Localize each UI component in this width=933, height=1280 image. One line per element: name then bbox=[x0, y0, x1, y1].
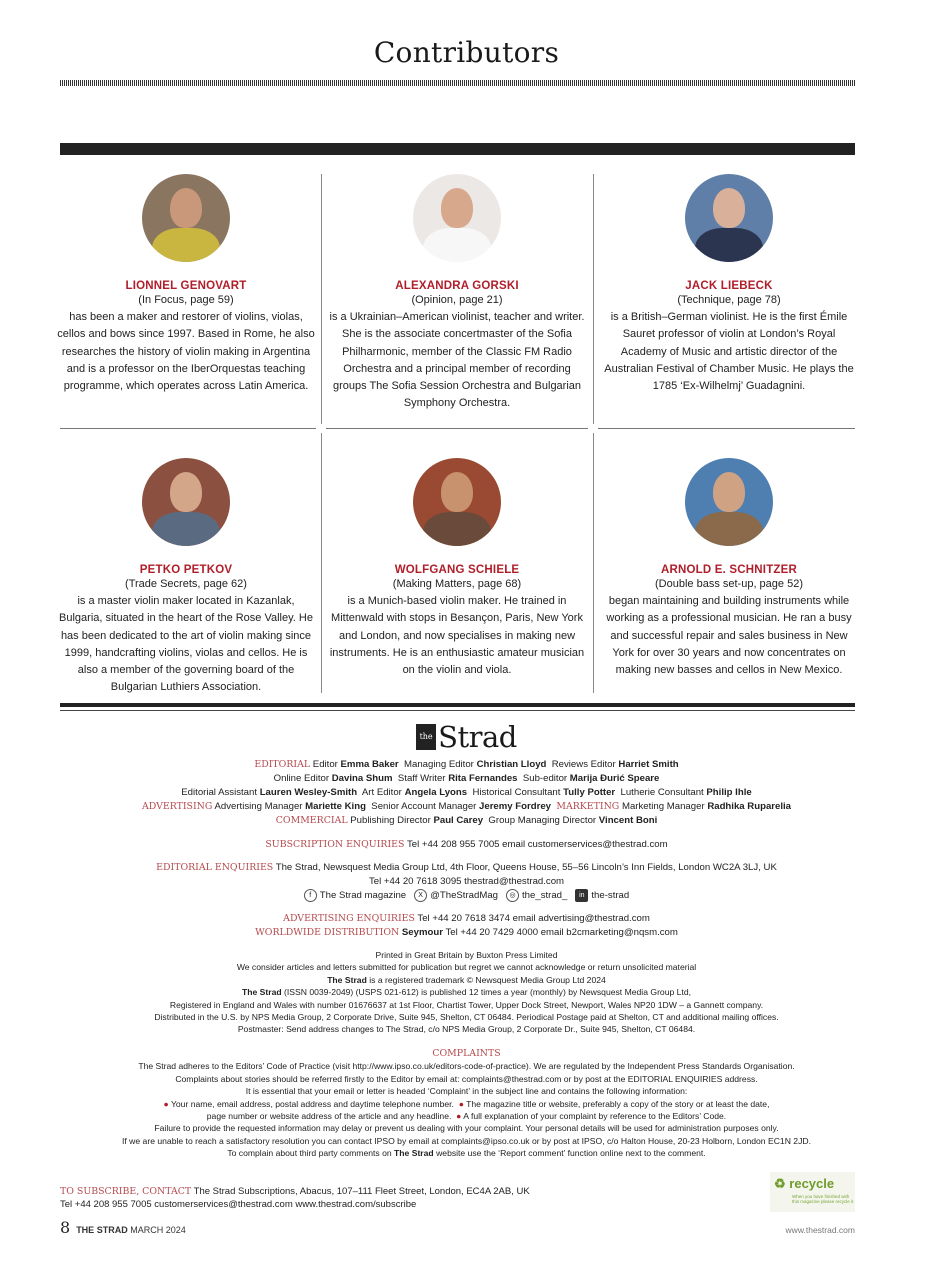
avatar bbox=[142, 458, 230, 546]
contributor-bio: has been a maker and restorer of violins, violas, cellos and bows since 1997. Based in Rome, he also researches the history of violin making in Argentina and is a professor on the IberOrquestas teaching programme, which operates across Latin America. bbox=[57, 311, 315, 393]
contributor-ref: (In Focus, page 59) bbox=[138, 294, 234, 306]
editorial-enquiries: EDITORIAL ENQUIRIES The Strad, Newsquest Media Group Ltd, 4th Floor, Queens House, 55–56 Lincoln’s Inn Fields, London WC2A 3LJ, UK Tel +44 20 7618 3095 thestrad@thestrad.com f The Strad magazine X @TheStradMag ◎ the_strad_ in the-strad bbox=[156, 862, 777, 902]
avatar bbox=[142, 174, 230, 262]
black-rule bbox=[60, 143, 855, 155]
avatar bbox=[685, 458, 773, 546]
editorial-label: EDITORIAL bbox=[254, 759, 311, 770]
contributor-card bbox=[328, 174, 586, 413]
contributor-bio: is a Ukrainian–American violinist, teacher and writer. She is the associate concertmaster of the Sofia Philharmonic, member of the Classic FM Radio Orchestra and a principal member of recording groups The Sofia Session Orchestra and Bulgarian Symphony Orchestra. bbox=[329, 311, 585, 410]
row-divider bbox=[60, 428, 316, 429]
contributor-card bbox=[600, 174, 858, 395]
contributor-name: ARNOLD E. SCHNITZER bbox=[660, 564, 798, 576]
contributor-name: PETKO PETKOV bbox=[139, 564, 233, 576]
contributor-name: ALEXANDRA GORSKI bbox=[395, 280, 519, 292]
contributor-ref: (Opinion, page 21) bbox=[411, 294, 503, 306]
contributor-ref: (Double bass set-up, page 52) bbox=[655, 578, 803, 590]
contributor-card bbox=[600, 458, 858, 679]
marketing-label: MARKETING bbox=[556, 801, 620, 812]
column-divider bbox=[593, 433, 594, 693]
avatar bbox=[413, 458, 501, 546]
complaints-label: COMPLAINTS bbox=[432, 1048, 501, 1059]
contributor-ref: (Making Matters, page 68) bbox=[392, 578, 522, 590]
page-title: Contributors bbox=[373, 36, 560, 69]
subscribe-contact: TO SUBSCRIBE, CONTACT The Strad Subscriptions, Abacus, 107–111 Fleet Street, London, EC4A 2AB, UK Tel +44 208 955 7005 customerservices@thestrad.com www.thestrad.com/subscribe bbox=[60, 1186, 530, 1210]
commercial-label: COMMERCIAL bbox=[275, 815, 348, 826]
row-divider bbox=[598, 428, 855, 429]
hatched-rule bbox=[60, 80, 855, 86]
logo-prefix: the bbox=[416, 724, 436, 750]
contributor-card bbox=[57, 174, 315, 395]
avatar bbox=[685, 174, 773, 262]
x-icon[interactable]: X bbox=[414, 889, 427, 902]
contributor-name: JACK LIEBECK bbox=[685, 280, 773, 292]
advertising-label: ADVERTISING bbox=[141, 801, 213, 812]
masthead-rule-thin bbox=[60, 710, 855, 711]
subscription-enquiries: SUBSCRIPTION ENQUIRIES Tel +44 208 955 7005 email customerservices@thestrad.com bbox=[265, 839, 668, 850]
row-divider bbox=[326, 428, 588, 429]
masthead-staff: EDITORIAL Editor Emma Baker Managing Editor Christian Lloyd Reviews Editor Harriet Smith Online Editor Davina Shum Staff Writer Rita Fernandes Sub-editor Marija Đurić Speare Editorial Assistant Lauren Wesley-Smith Art Editor Angela Lyons Historical Consultant Tully Potter Lutherie Consultant Philip Ihle ADVERTISING Advertising Manager Mariette King Senior Account Manager Jeremy Fordrey MARKETING Marketing Manager Radhika Ruparelia COMMERCIAL Publishing Director Paul Carey Group Managing Director Vincent Boni bbox=[141, 759, 792, 826]
column-divider bbox=[593, 174, 594, 424]
advertising-enquiries: ADVERTISING ENQUIRIES Tel +44 20 7618 3474 email advertising@thestrad.com WORLDWIDE DISTRIBUTION Seymour Tel +44 20 7429 4000 email b2cmarketing@nqsm.com bbox=[255, 913, 678, 938]
contributor-card bbox=[328, 458, 586, 679]
masthead-rule bbox=[60, 703, 855, 707]
legal-text: Printed in Great Britain by Buxton Press Limited We consider articles and letters submitted for publication but regret we cannot acknowledge or return unsolicited material The Strad is a registered trademark © Newsquest Media Group Ltd 2024 The Strad (ISSN 0039-2049) (USPS 021-612) is published 12 times a year (monthly) by Newsquest Media Group Ltd, Registered in England and Wales with number 01676637 at 1st Floor, Chartist Tower, Upper Dock Street, Newport, Wales NP20 1DW – a Gannett company. Distributed in the U.S. by NPS Media Group, 2 Corporate Drive, Suite 945, Shelton, CT 06484. Periodical Postage paid at Shelton, CT and additional mailing offices. Postmaster: Send address changes to The Strad, c/o NPS Media Group, 2 Corporate Dr., Suite 945, Shelton, CT 06484. bbox=[154, 950, 779, 1035]
contributor-ref: (Trade Secrets, page 62) bbox=[125, 578, 247, 590]
page-footer: 8 THE STRAD MARCH 2024 bbox=[60, 1218, 186, 1237]
contributor-bio: is a British–German violinist. He is the first Émile Sauret professor of violin at London’s Royal Academy of Music and artistic director of the Australian Festival of Chamber Music. He plays the 1785 ‘Ex-Wilhelmj’ Guadagnini. bbox=[604, 311, 854, 393]
recycle-logo: ♻ recycle When you have finished with this magazine please recycle it bbox=[770, 1172, 855, 1212]
contributor-name: WOLFGANG SCHIELE bbox=[394, 564, 520, 576]
complaints-section: COMPLAINTS The Strad adheres to the Editors’ Code of Practice (visit http://www.ipso.co.uk/editors-code-of-practice). We are regulated by the Independent Press Standards Organisation. Complaints about stories should be referred firstly to the Editor by email at: complaints@thestrad.com or by post at the EDITORIAL ENQUIRIES address. It is essential that your email or letter is headed ‘Complaint’ in the subject line and contains the following information: ● Your name, email address, postal address and daytime telephone number. ● The magazine title or website, preferably a copy of the story or at least the date, page number or website address of the article and any headline. ● A full explanation of your complaint by reference to the Editors’ Code. Failure to provide the requested information may delay or prevent us dealing with your complaint. Your personal details will be used for administration purposes only. If we are unable to reach a satisfactory resolution you can contact IPSO by email at complaints@ipso.co.uk or by post at IPSO, c/o Halton House, 20-23 Holborn, London EC1N 2JD. To complain about third party comments on The Strad website use the ‘Report comment’ function online next to the comment. bbox=[60, 1048, 873, 1160]
contributor-bio: began maintaining and building instruments while working as a professional musician. He ran a busy and successful repair and sales business in New York for over 30 years and now concentrates on making new basses and cellos in New Mexico. bbox=[606, 595, 852, 677]
contributor-card bbox=[57, 458, 315, 697]
logo-word: Strad bbox=[438, 720, 517, 754]
contributor-name: LIONNEL GENOVART bbox=[125, 280, 247, 292]
instagram-icon[interactable]: ◎ bbox=[506, 889, 519, 902]
contributor-bio: is a Munich-based violin maker. He trained in Mittenwald with stops in Besançon, Paris, New York and London, and now specialises in making new instruments. He is an enthusiastic amateur musician on the violin and viola. bbox=[329, 595, 585, 677]
avatar bbox=[413, 174, 501, 262]
column-divider bbox=[321, 433, 322, 693]
strad-logo bbox=[0, 720, 933, 754]
column-divider bbox=[321, 174, 322, 424]
page-number: 8 bbox=[60, 1218, 71, 1237]
facebook-icon[interactable]: f bbox=[304, 889, 317, 902]
footer-site[interactable]: www.thestrad.com bbox=[785, 1225, 855, 1235]
recycle-icon: ♻ recycle bbox=[774, 1176, 835, 1191]
linkedin-icon[interactable]: in bbox=[575, 889, 588, 902]
contributor-ref: (Technique, page 78) bbox=[677, 294, 781, 306]
contributor-bio: is a master violin maker located in Kazanlak, Bulgaria, situated in the heart of the Rose Valley. He has been dedicated to the art of violin making since 1999, handcrafting violins, violas and cellos. He is also a member of the governing board of the Bulgarian Luthiers Association. bbox=[59, 595, 313, 694]
